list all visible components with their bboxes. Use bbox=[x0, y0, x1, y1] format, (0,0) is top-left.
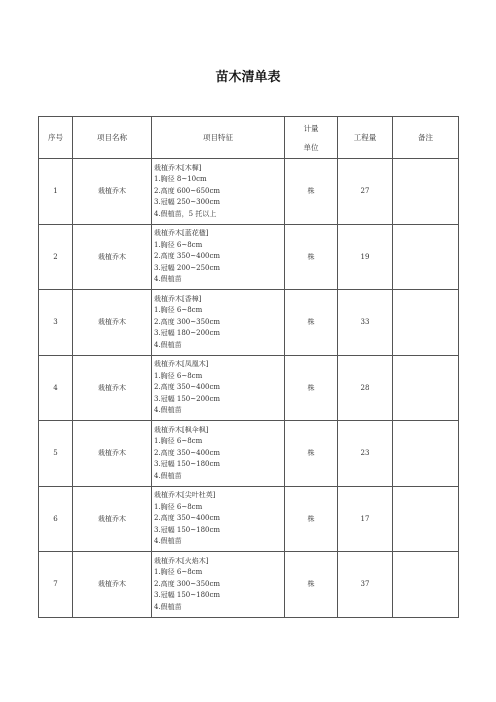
cell-quantity: 33 bbox=[338, 290, 393, 356]
cell-name: 栽植乔木 bbox=[73, 290, 152, 356]
table-row bbox=[39, 552, 459, 618]
header-name: 项目名称 bbox=[73, 117, 152, 159]
cell-quantity: 19 bbox=[338, 224, 393, 290]
feature-line: 2.高度 350~400cm bbox=[154, 252, 221, 260]
feature-line: 3.冠幅 150~180cm bbox=[154, 591, 221, 599]
cell-unit: 株 bbox=[285, 290, 338, 356]
cell-name: 栽植乔木 bbox=[73, 159, 152, 225]
table-row bbox=[39, 224, 459, 290]
cell-name: 栽植乔木 bbox=[73, 421, 152, 487]
cell-index: 1 bbox=[39, 159, 73, 225]
table-header-row bbox=[39, 117, 459, 159]
cell-feature bbox=[152, 486, 285, 552]
header-feature: 项目特征 bbox=[152, 117, 285, 159]
cell-name: 栽植乔木 bbox=[73, 355, 152, 421]
cell-quantity: 27 bbox=[338, 159, 393, 225]
cell-remark bbox=[393, 486, 459, 552]
feature-line: 1.胸径 6~8cm bbox=[154, 437, 203, 445]
cell-index: 6 bbox=[39, 486, 73, 552]
cell-quantity: 28 bbox=[338, 355, 393, 421]
feature-line: 2.高度 600~650cm bbox=[154, 186, 221, 195]
feature-line: 栽植乔木[枫伞枫] bbox=[154, 425, 209, 434]
cell-feature bbox=[152, 159, 285, 225]
cell-remark bbox=[393, 421, 459, 487]
cell-feature bbox=[152, 421, 285, 487]
cell-unit: 株 bbox=[285, 355, 338, 421]
feature-line: 3.冠幅 150~180cm bbox=[154, 525, 221, 534]
cell-feature bbox=[152, 552, 285, 618]
header-quantity: 工程量 bbox=[338, 117, 393, 159]
cell-feature bbox=[152, 224, 285, 290]
feature-line: 1.胸径 6~8cm bbox=[154, 306, 203, 314]
feature-line: 3.冠幅 200~250cm bbox=[154, 263, 221, 272]
cell-unit: 株 bbox=[285, 552, 338, 618]
feature-line: 2.高度 300~350cm bbox=[154, 317, 221, 326]
feature-line: 4.假植苗 bbox=[154, 275, 182, 283]
cell-feature bbox=[152, 290, 285, 356]
cell-remark bbox=[393, 159, 459, 225]
feature-line: 1.胸径 8~10cm bbox=[154, 175, 207, 183]
cell-index: 4 bbox=[39, 355, 73, 421]
feature-line: 4.假植苗 bbox=[154, 406, 182, 414]
header-index: 序号 bbox=[39, 117, 73, 159]
feature-line: 栽植乔木[蓝花楹] bbox=[154, 229, 209, 237]
cell-quantity: 17 bbox=[338, 486, 393, 552]
feature-line: 1.胸径 6~8cm bbox=[154, 568, 203, 576]
cell-unit: 株 bbox=[285, 159, 338, 225]
header-remark: 备注 bbox=[393, 117, 459, 159]
feature-line: 3.冠幅 250~300cm bbox=[154, 198, 221, 206]
feature-line: 1.胸径 6~8cm bbox=[154, 371, 203, 380]
feature-line: 4.假植苗 bbox=[154, 537, 182, 545]
cell-index: 3 bbox=[39, 290, 73, 356]
feature-line: 3.冠幅 150~180cm bbox=[154, 460, 221, 468]
header-unit-line2: 单位 bbox=[303, 143, 319, 152]
header-unit bbox=[285, 117, 338, 159]
cell-remark bbox=[393, 224, 459, 290]
cell-unit: 株 bbox=[285, 486, 338, 552]
cell-name: 栽植乔木 bbox=[73, 552, 152, 618]
feature-line: 栽植乔木[木樨] bbox=[154, 163, 202, 172]
table-row bbox=[39, 421, 459, 487]
feature-line: 1.胸径 6~8cm bbox=[154, 240, 203, 249]
feature-line: 4.假植苗 bbox=[154, 602, 182, 611]
cell-remark bbox=[393, 355, 459, 421]
feature-line: 栽植乔木[火焰木] bbox=[154, 556, 209, 565]
cell-index: 5 bbox=[39, 421, 73, 487]
feature-line: 2.高度 350~400cm bbox=[154, 514, 221, 522]
cell-index: 2 bbox=[39, 224, 73, 290]
header-unit-line1: 计量 bbox=[303, 124, 319, 133]
feature-line: 3.冠幅 150~200cm bbox=[154, 394, 221, 403]
table-row bbox=[39, 486, 459, 552]
feature-line: 栽植乔木[香樟] bbox=[154, 294, 202, 303]
feature-line: 3.冠幅 180~200cm bbox=[154, 329, 221, 337]
table-row bbox=[39, 159, 459, 225]
nursery-stock-table bbox=[38, 116, 459, 618]
feature-line: 1.胸径 6~8cm bbox=[154, 502, 203, 511]
cell-name: 栽植乔木 bbox=[73, 486, 152, 552]
feature-line: 4.假植苗，5 托以上 bbox=[154, 209, 217, 218]
feature-line: 2.高度 300~350cm bbox=[154, 579, 221, 588]
table-row bbox=[39, 355, 459, 421]
feature-line: 4.假植苗 bbox=[154, 340, 182, 349]
cell-feature bbox=[152, 355, 285, 421]
cell-quantity: 23 bbox=[338, 421, 393, 487]
cell-index: 7 bbox=[39, 552, 73, 618]
feature-line: 栽植乔木[凤凰木] bbox=[154, 360, 209, 368]
cell-quantity: 37 bbox=[338, 552, 393, 618]
cell-name: 栽植乔木 bbox=[73, 224, 152, 290]
cell-unit: 株 bbox=[285, 421, 338, 487]
cell-unit: 株 bbox=[285, 224, 338, 290]
page-title: 苗木清单表 bbox=[215, 70, 281, 85]
feature-line: 2.高度 350~400cm bbox=[154, 448, 221, 457]
feature-line: 4.假植苗 bbox=[154, 471, 182, 480]
feature-line: 2.高度 350~400cm bbox=[154, 383, 221, 391]
table-row bbox=[39, 290, 459, 356]
feature-line: 栽植乔木[尖叶杜英] bbox=[154, 491, 216, 499]
cell-remark bbox=[393, 552, 459, 618]
cell-remark bbox=[393, 290, 459, 356]
